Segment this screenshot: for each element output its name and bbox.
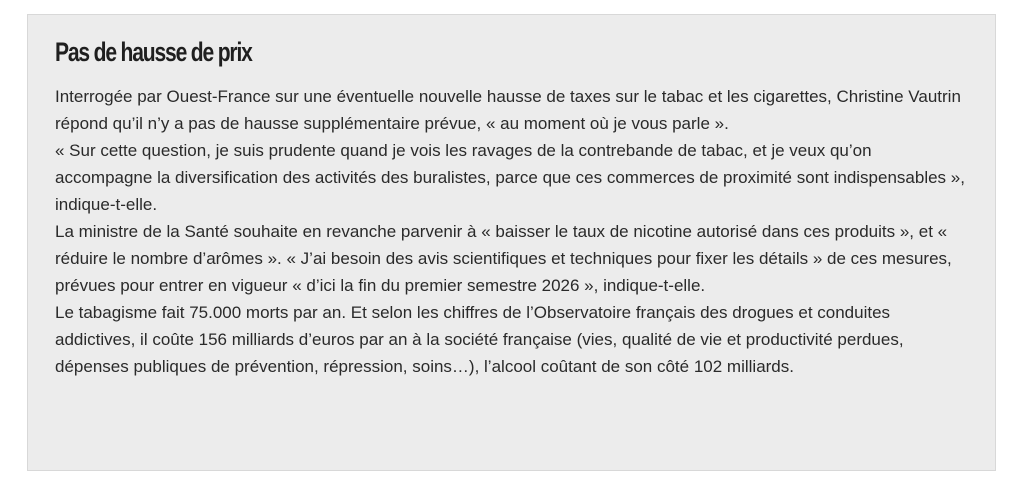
paragraph-tabagisme: Le tabagisme fait 75.000 morts par an. Et selon les chiffres de l’Observatoire français des drogues et conduites addictives, il coûte 156 milliards d’euros par an à la société française (vies, qualité de vie et productivité perdues, dépenses publiques de prévention, répression, soins…), l’alcool coûtant de son côté 102 milliards. <box>55 303 904 376</box>
section-heading: Pas de hausse de prix <box>55 37 252 67</box>
article-box <box>27 14 996 471</box>
paragraph-contrebande: « Sur cette question, je suis prudente quand je vois les ravages de la contrebande de tabac, et je veux qu’on accompagne la diversification des activités des buralistes, parce que ces commerces de proximité sont indispensables », indique-t-elle. <box>55 141 965 214</box>
paragraph-nicotine: La ministre de la Santé souhaite en revanche parvenir à « baisser le taux de nicotine autorisé dans ces produits », et « réduire le nombre d’arômes ». « J’ai besoin des avis scientifiques et techniques pour fixer les détails » de ces mesures, prévues pour entrer en vigueur « d’ici la fin du premier semestre 2026 », indique-t-elle. <box>55 222 952 295</box>
paragraph-taxes: Interrogée par Ouest-France sur une éventuelle nouvelle hausse de taxes sur le tabac et les cigarettes, Christine Vautrin répond qu’il n’y a pas de hausse supplémentaire prévue, « au moment où je vous parle ». <box>55 87 961 133</box>
